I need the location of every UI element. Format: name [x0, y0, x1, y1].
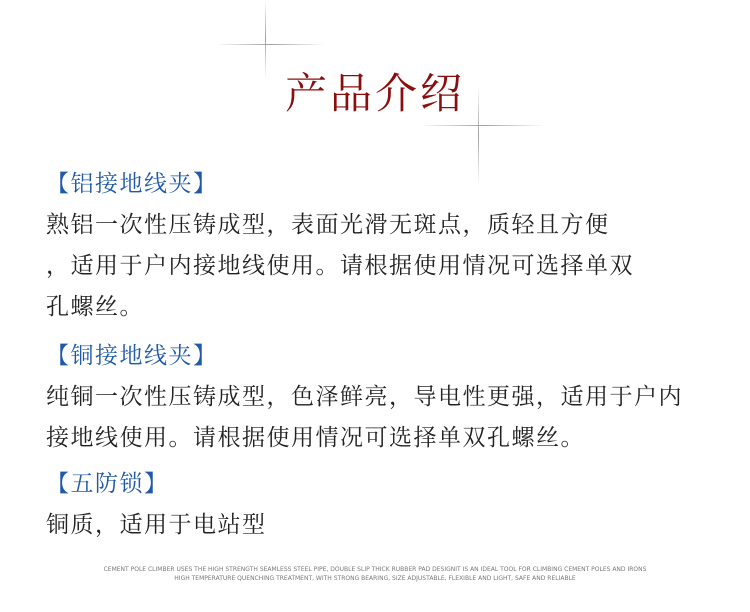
footer-line: CEMENT POLE CLIMBER USES THE HIGH STRENGTH SEAMLESS STEEL PIPE, DOUBLE SLIP THICK RUBBER PAD DESIGNIT IS AN IDEAL TOOL FOR CLIMBING CEMENT POLES AND IRONS — [103, 566, 647, 573]
section-heading: 【铜接地线夹】 — [46, 343, 218, 369]
section-text-line: ，适用于户内接地线使用。请根据使用情况可选择单双 — [46, 253, 634, 279]
page-title: 产品介绍 — [284, 69, 465, 118]
section-text-line: 铜质，适用于电站型 — [46, 512, 267, 538]
section-aluminum — [46, 164, 716, 328]
decor-line-top — [215, 44, 325, 45]
footer-line: HIGH TEMPERATURE QUENCHING TREATMENT, WITH STRONG BEARING, SIZE ADJUSTABLE, FLEXIBLE AND LIGHT, SAFE AND RELIABLE — [174, 575, 576, 582]
section-text-line: 纯铜一次性压铸成型，色泽鲜亮，导电性更强，适用于户内 — [46, 384, 683, 410]
decor-line-bottom — [420, 125, 545, 126]
section-heading: 【五防锁】 — [46, 471, 169, 497]
section-lock — [46, 464, 716, 546]
section-copper — [46, 336, 716, 459]
section-text-line: 孔螺丝。 — [46, 294, 144, 320]
section-text-line: 接地线使用。请根据使用情况可选择单双孔螺丝。 — [46, 425, 585, 451]
section-text-line: 熟铝一次性压铸成型，表面光滑无斑点，质轻且方便 — [46, 212, 610, 238]
section-heading: 【铝接地线夹】 — [46, 171, 218, 197]
footer-caption — [0, 565, 750, 583]
